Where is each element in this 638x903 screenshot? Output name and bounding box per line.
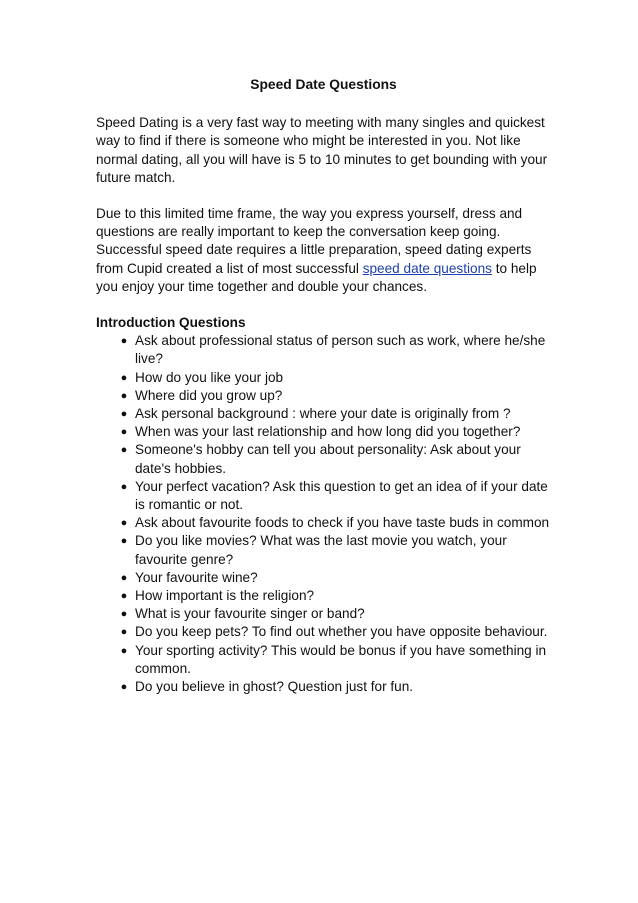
speed-date-questions-link[interactable]: speed date questions [362, 260, 492, 276]
introduction-questions-heading: Introduction Questions [96, 315, 246, 331]
list-item-text: Ask about professional status of person such as work, where he/she live? [135, 333, 546, 367]
bullet-icon: ● [120, 335, 128, 348]
bullet-icon: ● [120, 608, 128, 621]
list-item [96, 387, 551, 405]
list-item-text: What is your favourite singer or band? [135, 606, 365, 622]
bullet-icon: ● [120, 571, 128, 584]
list-item-text: Your perfect vacation? Ask this question to get an idea of if your date is romantic or not. [135, 478, 548, 513]
bullet-icon: ● [120, 444, 128, 457]
details-paragraph-text-before-link: Due to this limited time frame, the way you express yourself, dress and questions are really important to keep the conversation keep going. Successful speed date requires a little preparation, speed dating experts from Cupid created a list of most successful [96, 206, 532, 276]
list-item [96, 678, 551, 696]
bullet-icon: ● [120, 480, 128, 493]
list-item [96, 587, 551, 605]
list-item [96, 605, 551, 623]
list-item [96, 642, 551, 678]
list-item-text: Do you like movies? What was the last movie you watch, your favourite genre? [135, 533, 507, 567]
list-item-text: When was your last relationship and how long did you together? [135, 424, 521, 440]
bullet-icon: ● [120, 626, 128, 639]
list-item [96, 569, 551, 587]
list-item [96, 405, 551, 423]
list-item-text: Ask personal background : where your date is originally from ? [135, 406, 511, 422]
introduction-questions-list [96, 332, 551, 696]
list-item [96, 514, 551, 532]
details-paragraph-text-after-link: to help you enjoy your time together and double your chances. [96, 260, 537, 294]
bullet-icon: ● [120, 517, 128, 530]
list-item-text: Your sporting activity? This would be bonus if you have something in common. [135, 642, 547, 676]
bullet-icon: ● [120, 535, 128, 548]
list-item [96, 369, 551, 387]
bullet-icon: ● [120, 590, 128, 603]
bullet-icon: ● [120, 371, 128, 384]
list-item-text: Your favourite wine? [135, 569, 258, 585]
list-item-text: Do you keep pets? To find out whether you have opposite behaviour. [135, 624, 548, 640]
bullet-icon: ● [120, 426, 128, 439]
list-item-text: How important is the religion? [135, 588, 315, 604]
document-title: Speed Date Questions [250, 77, 397, 92]
list-item-text: Ask about favourite foods to check if you have taste buds in common [135, 515, 550, 531]
bullet-icon: ● [120, 644, 128, 657]
document-page [96, 76, 551, 696]
list-item [96, 441, 551, 477]
details-paragraph [96, 205, 551, 296]
list-item [96, 532, 551, 568]
bullet-icon: ● [120, 389, 128, 402]
intro-paragraph: Speed Dating is a very fast way to meeting with many singles and quickest way to find if there is someone who might be interested in you. Not like normal dating, all you will have is 5 to 10 minutes to get bounding with your future match. [96, 115, 548, 185]
list-item-text: Where did you grow up? [135, 387, 283, 403]
list-item [96, 623, 551, 641]
list-item-text: Someone's hobby can tell you about personality: Ask about your date's hobbies. [135, 442, 521, 476]
list-item [96, 332, 551, 368]
list-item-text: Do you believe in ghost? Question just for fun. [135, 679, 414, 695]
list-item-text: How do you like your job [135, 369, 284, 385]
bullet-icon: ● [120, 681, 128, 694]
list-item [96, 423, 551, 441]
bullet-icon: ● [120, 408, 128, 421]
list-item [96, 478, 551, 514]
